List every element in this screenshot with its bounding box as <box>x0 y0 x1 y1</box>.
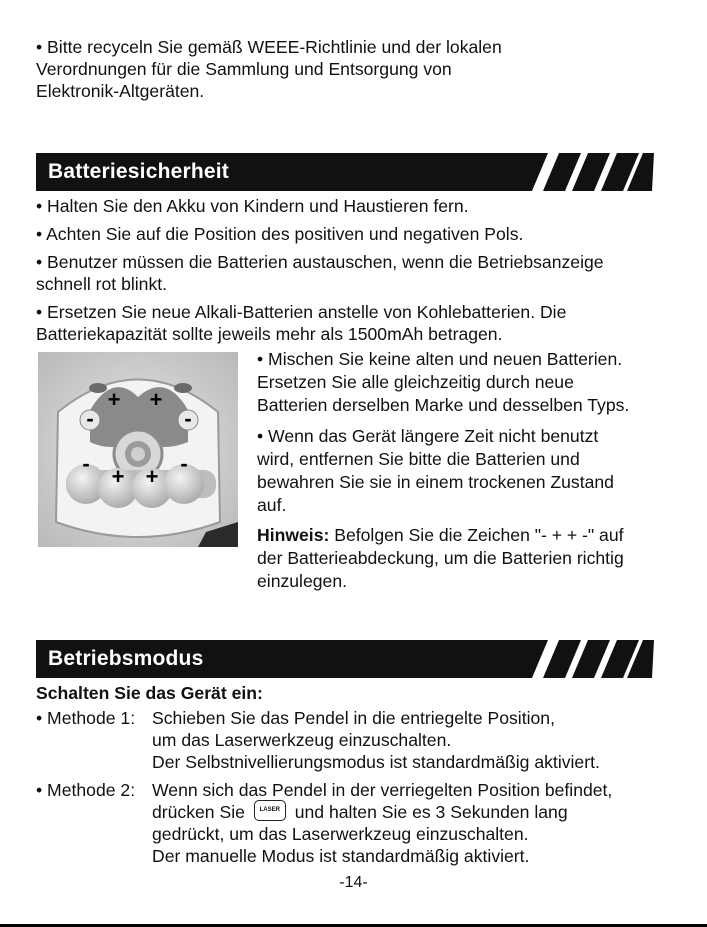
section-title: Betriebsmodus <box>48 647 204 670</box>
side-text: • Mischen Sie keine alten und neuen Batterien. <box>257 349 623 369</box>
side-text: wird, entfernen Sie bitte die Batterien und <box>257 449 580 469</box>
side-text: bewahren Sie sie in einem trockenen Zustand <box>257 472 614 492</box>
side-text: • Wenn das Gerät längere Zeit nicht benutzt <box>257 426 599 446</box>
method-text-part: drücken Sie <box>152 802 245 822</box>
side-text: Ersetzen Sie alle gleichzeitig durch neue <box>257 372 574 392</box>
method-text-part: und halten Sie es 3 Sekunden lang <box>294 802 568 822</box>
polarity-mark: + <box>107 387 121 412</box>
note-text: Befolgen Sie die Zeichen "- + + -" auf <box>329 525 624 545</box>
laser-button-icon: LASER <box>254 800 286 821</box>
battery-compartment-photo <box>38 352 238 547</box>
polarity-mark: - <box>180 451 188 476</box>
side-text: auf. <box>257 495 287 515</box>
polarity-mark: + <box>145 464 159 489</box>
note-line <box>257 524 624 546</box>
subheading: Schalten Sie das Gerät ein: <box>36 683 263 703</box>
bullet-text: Batteriekapazität sollte jeweils mehr als 1500mAh betragen. <box>36 324 503 344</box>
intro-line: • Bitte recyceln Sie gemäß WEEE-Richtlinie und der lokalen <box>36 37 502 57</box>
method-label: • Methode 2: <box>36 780 136 800</box>
method-text: Der manuelle Modus ist standardmäßig aktiviert. <box>152 846 530 866</box>
bullet-text: • Halten Sie den Akku von Kindern und Haustieren fern. <box>36 196 469 216</box>
polarity-mark: - <box>184 406 192 431</box>
bullet-text: schnell rot blinkt. <box>36 274 168 294</box>
note-text: einzulegen. <box>257 571 347 591</box>
polarity-mark: + <box>111 464 125 489</box>
section-title: Batteriesicherheit <box>48 160 230 183</box>
bullet-text: • Ersetzen Sie neue Alkali-Batterien anstelle von Kohlebatterien. Die <box>36 302 567 322</box>
battery-compartment-illustration <box>38 352 238 547</box>
method-label: • Methode 1: <box>36 708 136 728</box>
intro-line: Verordnungen für die Sammlung und Entsorgung von <box>36 59 452 79</box>
bullet-text: • Achten Sie auf die Position des positiven und negativen Pols. <box>36 224 524 244</box>
bullet-text: • Benutzer müssen die Batterien austauschen, wenn die Betriebsanzeige <box>36 252 604 272</box>
polarity-mark: + <box>149 387 163 412</box>
note-label: Hinweis: <box>257 525 330 545</box>
method-text: gedrückt, um das Laserwerkzeug einzuschalten. <box>152 824 529 844</box>
polarity-mark: - <box>82 451 90 476</box>
page-number: -14- <box>339 874 368 891</box>
method-text <box>152 801 568 824</box>
method-text: Wenn sich das Pendel in der verriegelten Position befindet, <box>152 780 613 800</box>
method-text: Schieben Sie das Pendel in die entriegelte Position, <box>152 708 555 728</box>
note-text: der Batterieabdeckung, um die Batterien richtig <box>257 548 624 568</box>
section-header-battery <box>36 153 654 191</box>
method-text: Der Selbstnivellierungsmodus ist standardmäßig aktiviert. <box>152 752 600 772</box>
section-header-mode <box>36 640 654 678</box>
method-text: um das Laserwerkzeug einzuschalten. <box>152 730 452 750</box>
polarity-mark: - <box>86 406 94 431</box>
side-text: Batterien derselben Marke und desselben Typs. <box>257 395 630 415</box>
intro-line: Elektronik-Altgeräten. <box>36 81 205 101</box>
